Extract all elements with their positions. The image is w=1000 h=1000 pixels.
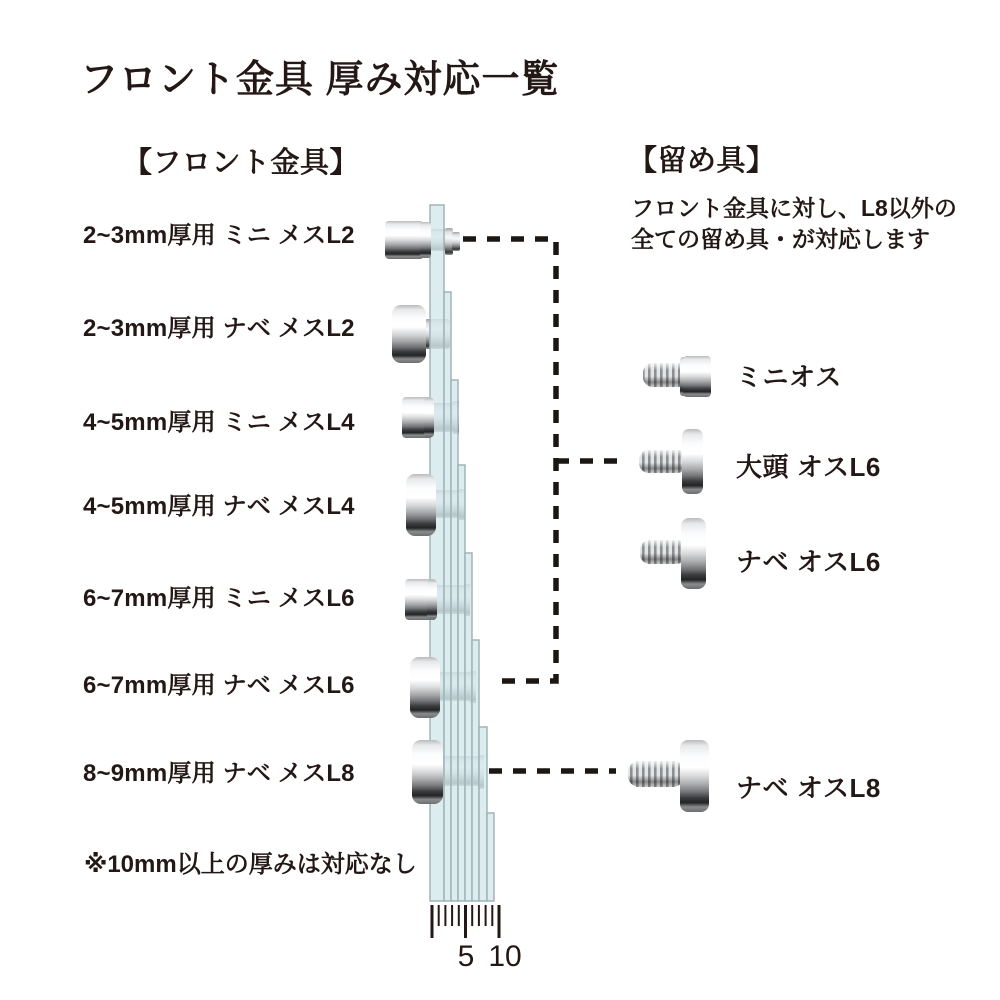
front-fitting-nabe-l8-head	[412, 740, 443, 804]
front-fitting-nabe-l6-head	[410, 657, 440, 718]
stopper-label-nabe-osu-l6: ナベ オスL6	[736, 547, 881, 577]
page-title: フロント金具 厚み対応一覧	[80, 59, 560, 101]
stopper-mini-osu-graphic	[643, 356, 711, 397]
front-fitting-label-mini-l4: 4~5mm厚用 ミニ メスL4	[83, 409, 355, 436]
front-fitting-label-nabe-l4: 4~5mm厚用 ナベ メスL4	[83, 493, 355, 520]
front-fitting-label-nabe-l8: 8~9mm厚用 ナベ メスL8	[83, 760, 355, 787]
front-fitting-label-mini-l6: 6~7mm厚用 ミニ メスL6	[83, 585, 355, 612]
stopper-nabe-osu-l8-graphic	[628, 740, 709, 812]
stoppers-description-line-2: 全ての留め具・が対応します	[631, 226, 930, 252]
front-fitting-label-nabe-l2: 2~3mm厚用 ナベ メスL2	[83, 315, 355, 342]
front-fitting-nabe-l2-head	[392, 305, 426, 363]
ruler-label-10: 10	[488, 940, 522, 973]
stoppers-header: 【留め具】	[628, 145, 776, 177]
front-fitting-mini-l2-head	[385, 221, 431, 259]
stoppers-description-line-1: フロント金具に対し、L8以外の	[631, 195, 957, 221]
stopper-screws	[628, 356, 711, 812]
front-fittings-header: 【フロント金具】	[123, 147, 360, 179]
glass-panel	[451, 380, 458, 901]
ruler-label-5: 5	[457, 940, 475, 973]
glass-panel	[444, 292, 451, 901]
glass-panel	[472, 640, 479, 901]
glass-panel	[487, 813, 494, 901]
stopper-label-nabe-osu-l8: ナベ オスL8	[736, 773, 881, 803]
front-fitting-label-nabe-l6: 6~7mm厚用 ナベ メスL6	[83, 672, 355, 699]
stopper-label-mini-osu: ミニオス	[736, 362, 842, 392]
glass-panel	[465, 553, 472, 901]
stopper-nabe-osu-l6-graphic	[640, 518, 706, 589]
front-fitting-mini-l6-head	[405, 579, 437, 620]
glass-panel	[479, 727, 487, 901]
glass-panel	[458, 465, 465, 901]
front-fitting-label-mini-l2: 2~3mm厚用 ミニ メスL2	[83, 222, 355, 249]
dash-bracket-connector	[463, 239, 556, 681]
stopper-label-daito-osu-l6: 大頭 オスL6	[736, 452, 881, 482]
stopper-daito-osu-l6-graphic	[639, 429, 703, 494]
footnote: ※10mm以上の厚みは対応なし	[84, 851, 417, 878]
front-fitting-mini-l4-head	[402, 397, 434, 438]
ruler	[432, 905, 499, 938]
front-fitting-nabe-l4-head	[406, 474, 436, 536]
